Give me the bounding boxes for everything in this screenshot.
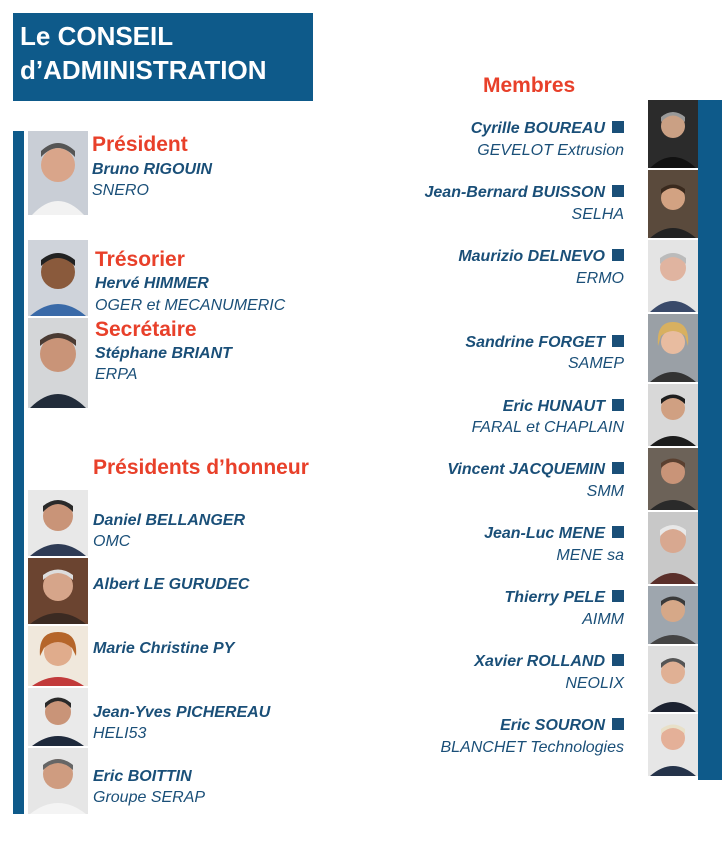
square-bullet-icon xyxy=(612,399,624,411)
photo-membre-8 xyxy=(648,586,698,644)
square-bullet-icon xyxy=(612,335,624,347)
membre-3-name xyxy=(458,247,624,267)
photo-tresorier xyxy=(28,240,88,316)
left-accent-bar xyxy=(13,131,24,814)
square-bullet-icon xyxy=(612,185,624,197)
title-line-2: d’ADMINISTRATION xyxy=(20,55,267,85)
square-bullet-icon xyxy=(612,590,624,602)
square-bullet-icon xyxy=(612,654,624,666)
photo-membre-6 xyxy=(648,448,698,510)
membre-8-name-text: Thierry PELE xyxy=(504,589,605,606)
honneur-1-org: OMC xyxy=(93,533,131,550)
title-box xyxy=(13,13,313,101)
membre-8-org: AIMM xyxy=(582,611,624,628)
membre-9-name-text: Xavier ROLLAND xyxy=(474,653,605,670)
photo-honneur-2 xyxy=(28,558,88,624)
membre-5-org: FARAL et CHAPLAIN xyxy=(471,419,624,436)
president-name: Bruno RIGOUIN xyxy=(92,161,212,178)
membres-title: Membres xyxy=(483,74,576,97)
membre-2-name-text: Jean-Bernard BUISSON xyxy=(424,184,605,201)
square-bullet-icon xyxy=(612,718,624,730)
photo-membre-10 xyxy=(648,714,698,776)
photo-membre-4 xyxy=(648,314,698,382)
photo-membre-3 xyxy=(648,240,698,312)
title-line-1: Le CONSEIL xyxy=(20,21,174,51)
membre-10-name xyxy=(500,716,624,736)
honneur-title: Présidents d’honneur xyxy=(93,456,309,479)
membre-2-org: SELHA xyxy=(571,206,624,223)
honneur-2-name: Albert LE GURUDEC xyxy=(93,576,250,593)
photo-honneur-5 xyxy=(28,748,88,814)
tresorier-name: Hervé HIMMER xyxy=(95,275,209,292)
membre-1-name-text: Cyrille BOUREAU xyxy=(470,120,605,137)
president-org: SNERO xyxy=(92,182,149,199)
membre-7-name-text: Jean-Luc MENE xyxy=(484,525,605,542)
square-bullet-icon xyxy=(612,121,624,133)
role-secretaire: Secrétaire xyxy=(95,318,197,341)
role-tresorier: Trésorier xyxy=(95,248,185,271)
square-bullet-icon xyxy=(612,526,624,538)
membre-10-name-text: Eric SOURON xyxy=(500,717,605,734)
photo-honneur-3 xyxy=(28,626,88,686)
tresorier-org: OGER et MECANUMERIC xyxy=(95,297,286,314)
honneur-1-name: Daniel BELLANGER xyxy=(93,512,246,529)
honneur-4-org: HELI53 xyxy=(93,725,147,742)
membre-10-org: BLANCHET Technologies xyxy=(440,739,624,756)
secretaire-org: ERPA xyxy=(95,366,138,383)
membre-3-org: ERMO xyxy=(576,270,624,287)
honneur-4-name: Jean-Yves PICHEREAU xyxy=(93,704,271,721)
photo-membre-1 xyxy=(648,100,698,168)
right-accent-bar xyxy=(698,100,722,780)
photo-president xyxy=(28,131,88,215)
membre-8-name xyxy=(505,588,624,608)
membre-5-name-text: Eric HUNAUT xyxy=(502,398,605,415)
membre-5-name xyxy=(503,397,624,417)
membre-1-org: GEVELOT Extrusion xyxy=(477,142,624,159)
membre-2-name xyxy=(425,183,625,203)
photo-membre-7 xyxy=(648,512,698,584)
membre-9-name xyxy=(474,652,624,672)
membre-9-org: NEOLIX xyxy=(565,675,624,692)
photo-secretaire xyxy=(28,318,88,408)
secretaire-name: Stéphane BRIANT xyxy=(95,345,232,362)
honneur-3-name: Marie Christine PY xyxy=(93,640,235,657)
membre-7-name xyxy=(484,524,624,544)
membre-3-name-text: Maurizio DELNEVO xyxy=(458,248,605,265)
membre-1-name xyxy=(471,119,624,139)
membre-7-org: MENE sa xyxy=(556,547,624,564)
photo-honneur-1 xyxy=(28,490,88,556)
membre-6-org: SMM xyxy=(586,483,624,500)
membre-4-org: SAMEP xyxy=(567,355,624,372)
photo-honneur-4 xyxy=(28,688,88,746)
photo-membre-9 xyxy=(648,646,698,712)
honneur-5-name: Eric BOITTIN xyxy=(93,768,192,785)
membre-6-name xyxy=(447,460,624,480)
honneur-5-org: Groupe SERAP xyxy=(93,789,206,806)
role-president: Président xyxy=(92,133,188,156)
square-bullet-icon xyxy=(612,249,624,261)
square-bullet-icon xyxy=(612,462,624,474)
membre-4-name-text: Sandrine FORGET xyxy=(465,334,605,351)
membre-6-name-text: Vincent JACQUEMIN xyxy=(447,461,605,478)
photo-membre-5 xyxy=(648,384,698,446)
membre-4-name xyxy=(465,333,624,353)
photo-membre-2 xyxy=(648,170,698,238)
